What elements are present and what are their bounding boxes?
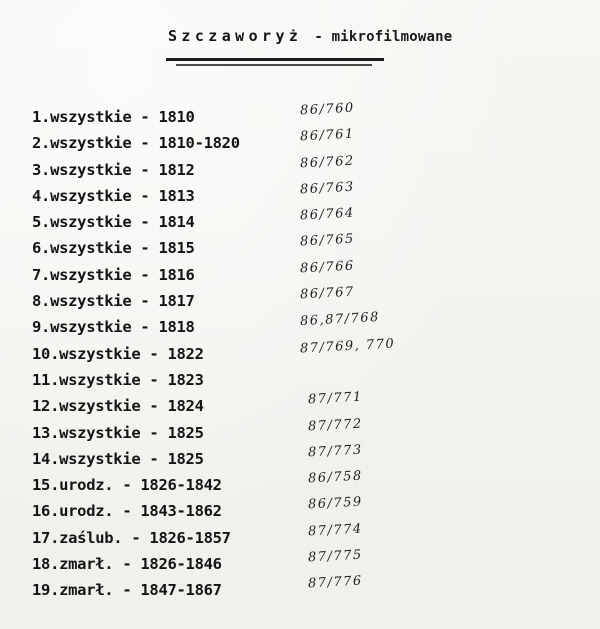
entry-label: 10.wszystkie - 1822	[32, 344, 204, 363]
list-item	[32, 547, 572, 581]
entry-label: 6.wszystkie - 1815	[32, 239, 195, 258]
list-item	[32, 468, 572, 502]
entry-ref: 87/775	[307, 547, 364, 566]
entry-label: 8.wszystkie - 1817	[32, 292, 195, 311]
entry-ref: 86/767	[299, 284, 356, 303]
entry-label: 14.wszystkie - 1825	[32, 449, 204, 468]
entry-ref: 86/762	[299, 153, 356, 172]
list-item	[32, 521, 572, 555]
entry-ref: 86/758	[307, 468, 364, 487]
list-item	[32, 495, 572, 528]
list-item	[32, 336, 572, 371]
document-header	[168, 26, 452, 45]
document-subtitle: - mikrofilmowane	[314, 29, 453, 45]
entry-ref: 87/772	[307, 416, 364, 434]
entry-label: 5.wszystkie - 1814	[32, 213, 195, 232]
entry-label: 4.wszystkie - 1813	[32, 186, 195, 205]
entry-label: 15.urodz. - 1826-1842	[32, 476, 222, 495]
entry-ref: 87/771	[307, 389, 364, 408]
entry-label: 3.wszystkie - 1812	[32, 160, 195, 179]
entry-ref: 87/774	[307, 521, 364, 540]
entry-ref: 87/769, 770	[299, 336, 396, 357]
entry-label: 17.zaślub. - 1826-1857	[32, 528, 231, 547]
list-item	[32, 416, 572, 450]
entry-ref: 86/761	[299, 126, 356, 145]
entry-label: 7.wszystkie - 1816	[32, 265, 195, 284]
entry-ref: 86/765	[299, 232, 356, 250]
entry-ref: 86/759	[307, 495, 364, 513]
entry-label: 11.wszystkie - 1823	[32, 370, 204, 389]
list-item	[32, 371, 572, 397]
entry-label: 16.urodz. - 1843-1862	[32, 502, 222, 521]
list-item	[32, 442, 572, 476]
list-item	[32, 573, 572, 607]
entry-label: 18.zmarł. - 1826-1846	[32, 555, 222, 574]
entry-label: 13.wszystkie - 1825	[32, 423, 204, 442]
entry-label: 9.wszystkie - 1818	[32, 318, 195, 337]
list-item	[32, 389, 572, 423]
document-title: Szczaworyż	[168, 27, 303, 45]
entry-label: 12.wszystkie - 1824	[32, 397, 204, 416]
entry-ref: 86/766	[299, 258, 356, 277]
entry-ref: 87/776	[307, 573, 364, 592]
title-underline-second	[176, 64, 372, 66]
entry-list	[32, 100, 572, 608]
entry-ref: 86,87/768	[299, 310, 381, 330]
title-underline	[166, 58, 384, 61]
entry-ref: 86/763	[299, 179, 356, 198]
entry-ref: 86/760	[299, 100, 356, 119]
entry-label: 1.wszystkie - 1810	[32, 108, 195, 126]
entry-label: 2.wszystkie - 1810-1820	[32, 134, 240, 153]
entry-ref: 87/773	[307, 442, 364, 461]
entry-label: 19.zmarł. - 1847-1867	[32, 581, 222, 600]
entry-ref: 86/764	[299, 205, 356, 224]
